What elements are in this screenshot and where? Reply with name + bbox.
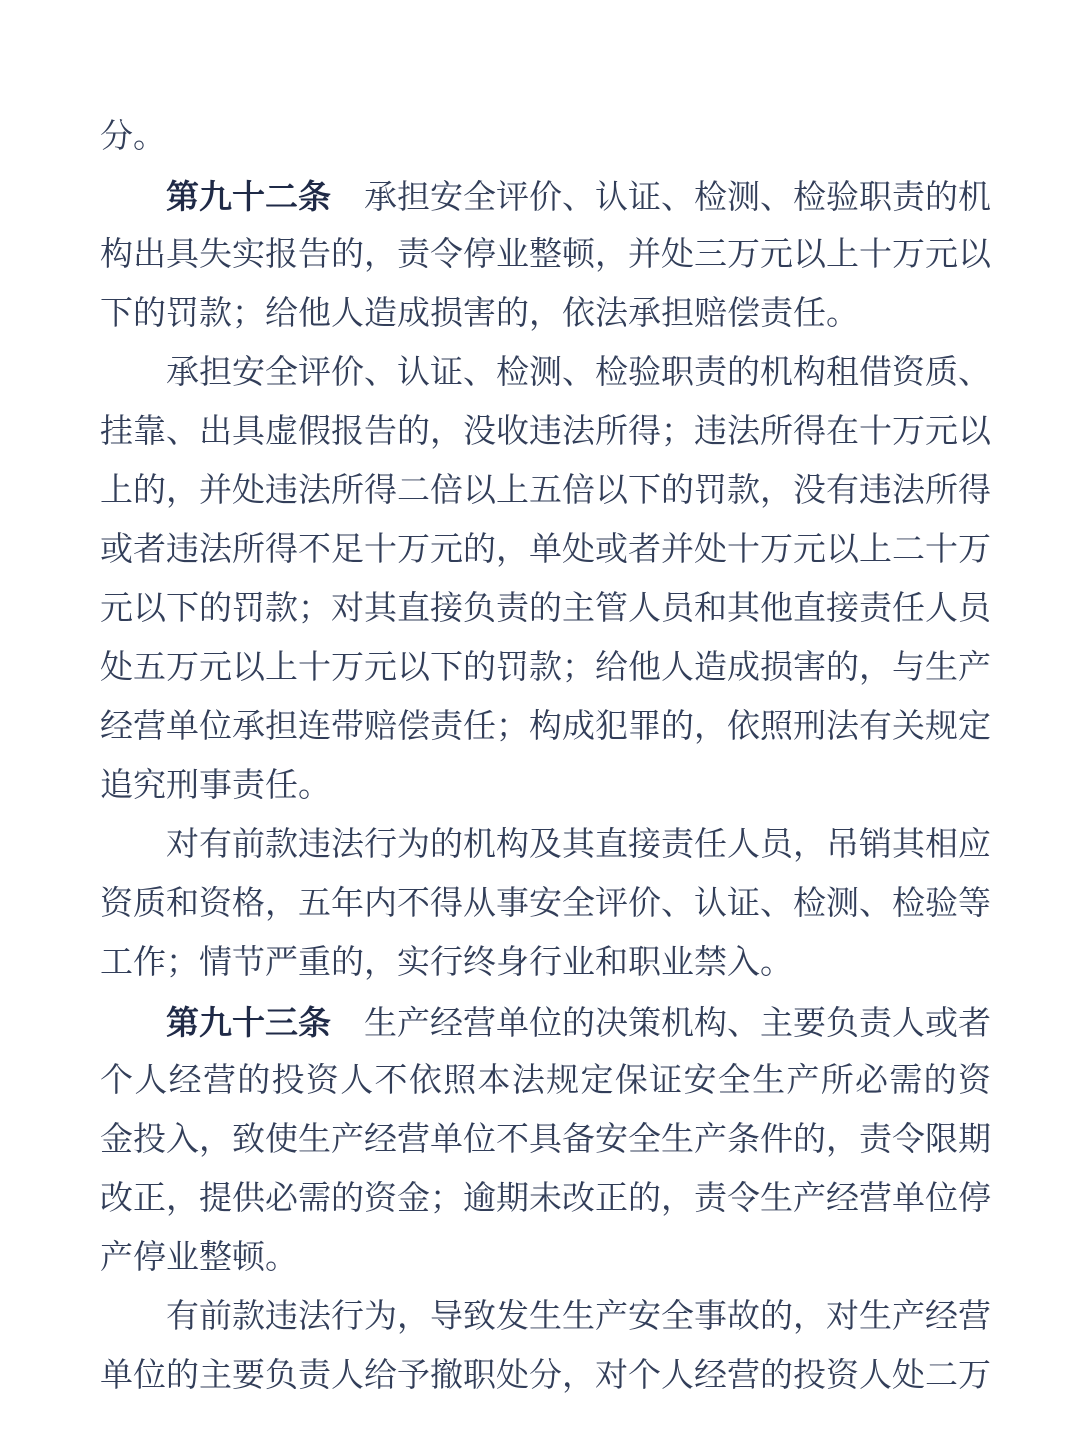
text-line: 第九十二条 承担安全评价、认证、检测、检验职责的机 xyxy=(166,178,991,216)
text-line: 下的罚款；给他人造成损害的，依法承担赔偿责任。 xyxy=(100,296,859,332)
text-line: 工作；情节严重的，实行终身行业和职业禁入。 xyxy=(100,945,793,981)
text-line: 经营单位承担连带赔偿责任；构成犯罪的，依照刑法有关规定 xyxy=(100,709,991,745)
text-line: 第九十三条 生产经营单位的决策机构、主要负责人或者 xyxy=(166,1004,991,1042)
paragraph xyxy=(100,344,991,816)
text-line: 个人经营的投资人不依照本法规定保证安全生产所必需的资 xyxy=(100,1063,991,1099)
text-line: 上的，并处违法所得二倍以上五倍以下的罚款，没有违法所得 xyxy=(100,473,991,509)
paragraph xyxy=(100,108,991,167)
paragraph xyxy=(100,993,991,1288)
paragraph xyxy=(100,1288,991,1406)
paragraph xyxy=(100,816,991,993)
text-line: 金投入，致使生产经营单位不具备安全生产条件的，责令限期 xyxy=(100,1122,991,1158)
text-line: 或者违法所得不足十万元的，单处或者并处十万元以上二十万 xyxy=(100,532,991,568)
document-body xyxy=(100,108,991,1406)
article-number: 第九十三条 xyxy=(166,1004,331,1041)
text-line: 改正，提供必需的资金；逾期未改正的，责令生产经营单位停 xyxy=(100,1181,991,1217)
article-number: 第九十二条 xyxy=(166,178,331,215)
text-line: 对有前款违法行为的机构及其直接责任人员，吊销其相应 xyxy=(166,827,991,863)
text-line: 构出具失实报告的，责令停业整顿，并处三万元以上十万元以 xyxy=(100,237,991,273)
text-line: 单位的主要负责人给予撤职处分，对个人经营的投资人处二万 xyxy=(100,1358,991,1394)
text-line: 元以下的罚款；对其直接负责的主管人员和其他直接责任人员 xyxy=(100,591,991,627)
text-line: 追究刑事责任。 xyxy=(100,768,331,804)
paragraph xyxy=(100,167,991,344)
text-line: 挂靠、出具虚假报告的，没收违法所得；违法所得在十万元以 xyxy=(100,414,991,450)
text-line: 承担安全评价、认证、检测、检验职责的机构租借资质、 xyxy=(166,355,991,391)
text-line: 资质和资格，五年内不得从事安全评价、认证、检测、检验等 xyxy=(100,886,991,922)
text-line: 有前款违法行为，导致发生生产安全事故的，对生产经营 xyxy=(166,1299,991,1335)
text-line: 产停业整顿。 xyxy=(100,1240,298,1276)
text-line: 处五万元以上十万元以下的罚款；给他人造成损害的，与生产 xyxy=(100,650,991,686)
text-line: 分。 xyxy=(100,119,166,155)
